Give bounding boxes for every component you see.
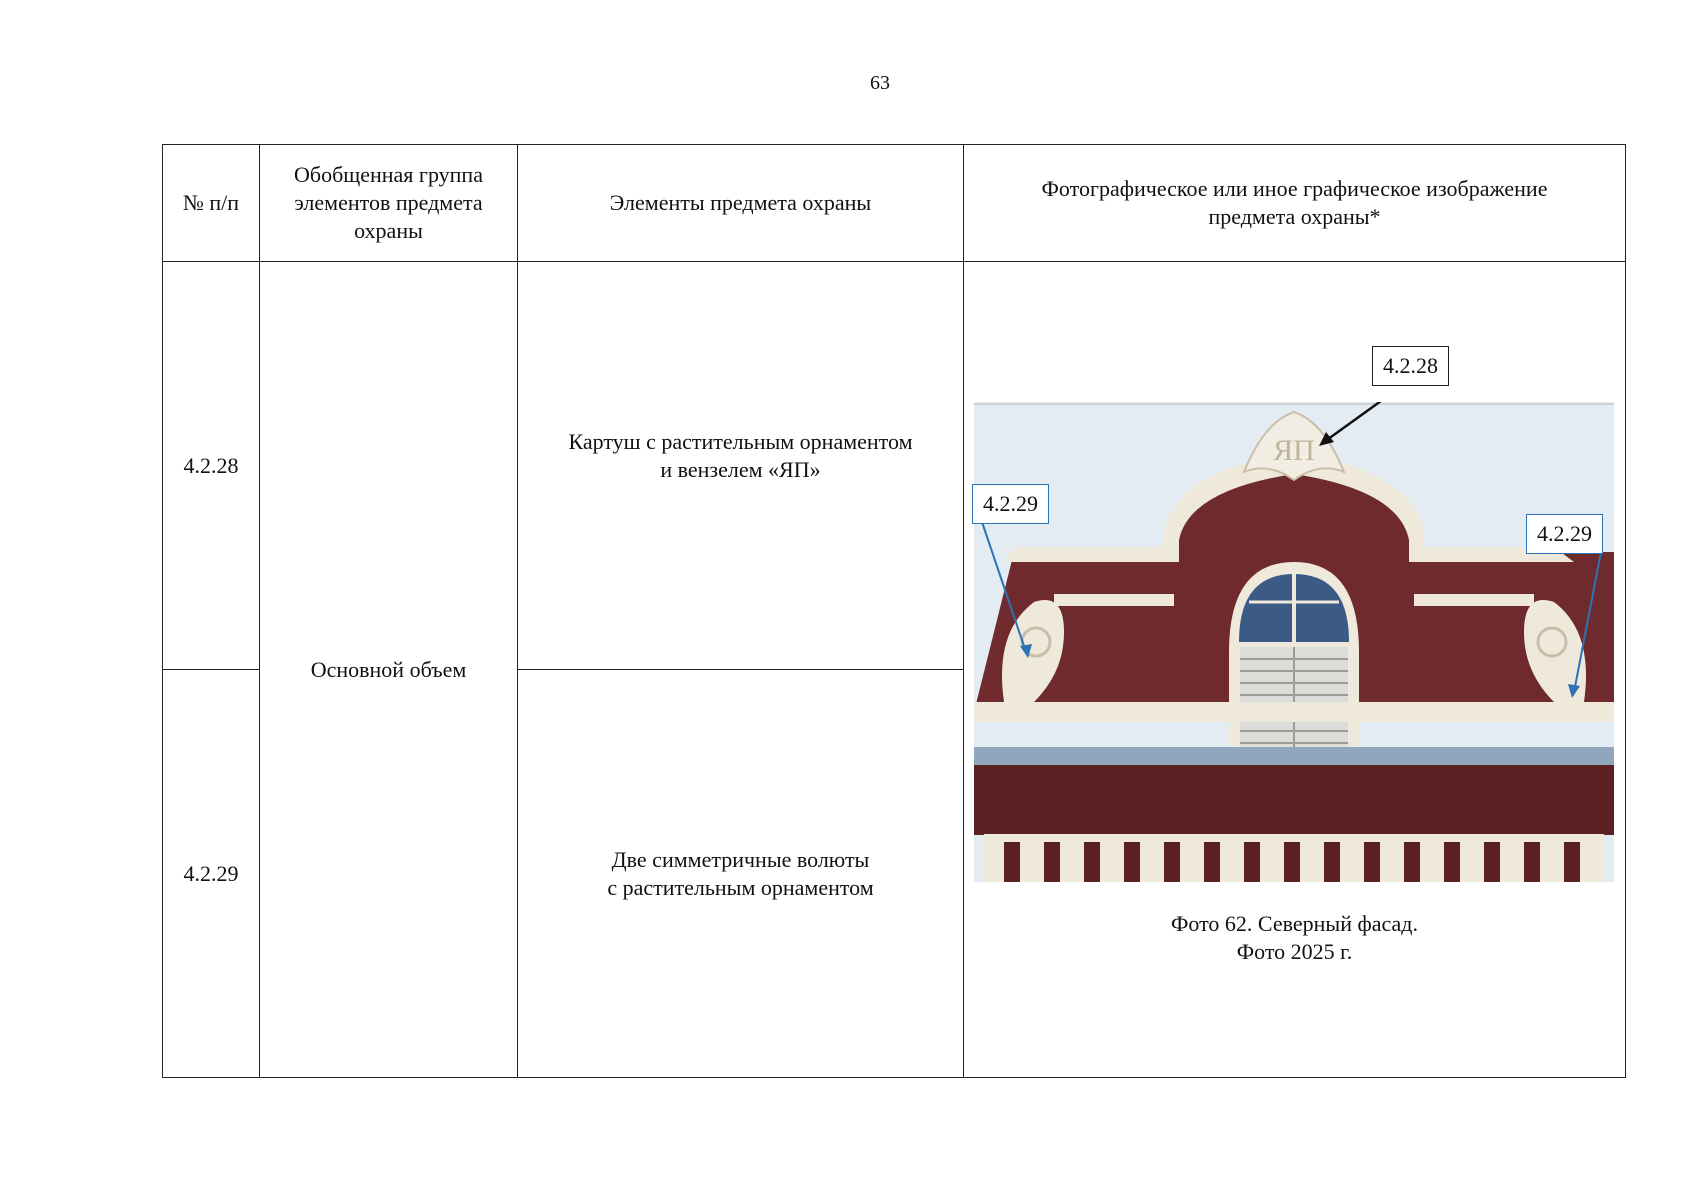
- header-elements: Элементы предмета охраны: [518, 145, 964, 262]
- row-num: 4.2.28: [163, 262, 260, 670]
- callout-top: 4.2.28: [1372, 346, 1449, 386]
- header-num: № п/п: [163, 145, 260, 262]
- callout-left: 4.2.29: [972, 484, 1049, 524]
- photo-cell: [964, 262, 1626, 1078]
- group-cell: Основной объем: [260, 262, 518, 1078]
- row-num: 4.2.29: [163, 670, 260, 1078]
- table-row: [163, 262, 1626, 670]
- photo-caption: Фото 62. Северный фасад. Фото 2025 г.: [1171, 911, 1418, 964]
- table-header-row: [163, 145, 1626, 262]
- facade-photo: [974, 402, 1614, 882]
- protection-elements-table: [162, 144, 1626, 1078]
- svg-text:ЯП: ЯП: [1273, 434, 1315, 467]
- row-element: Картуш с растительным орнаментом и вензелем «ЯП»: [518, 262, 964, 670]
- row-element: Две симметричные волюты с растительным орнаментом: [518, 670, 964, 1078]
- header-group: Обобщенная группа элементов предмета охраны: [260, 145, 518, 262]
- header-photo: Фотографическое или иное графическое изображение предмета охраны*: [964, 145, 1626, 262]
- page-number: 63: [870, 72, 890, 94]
- callout-right: 4.2.29: [1526, 514, 1603, 554]
